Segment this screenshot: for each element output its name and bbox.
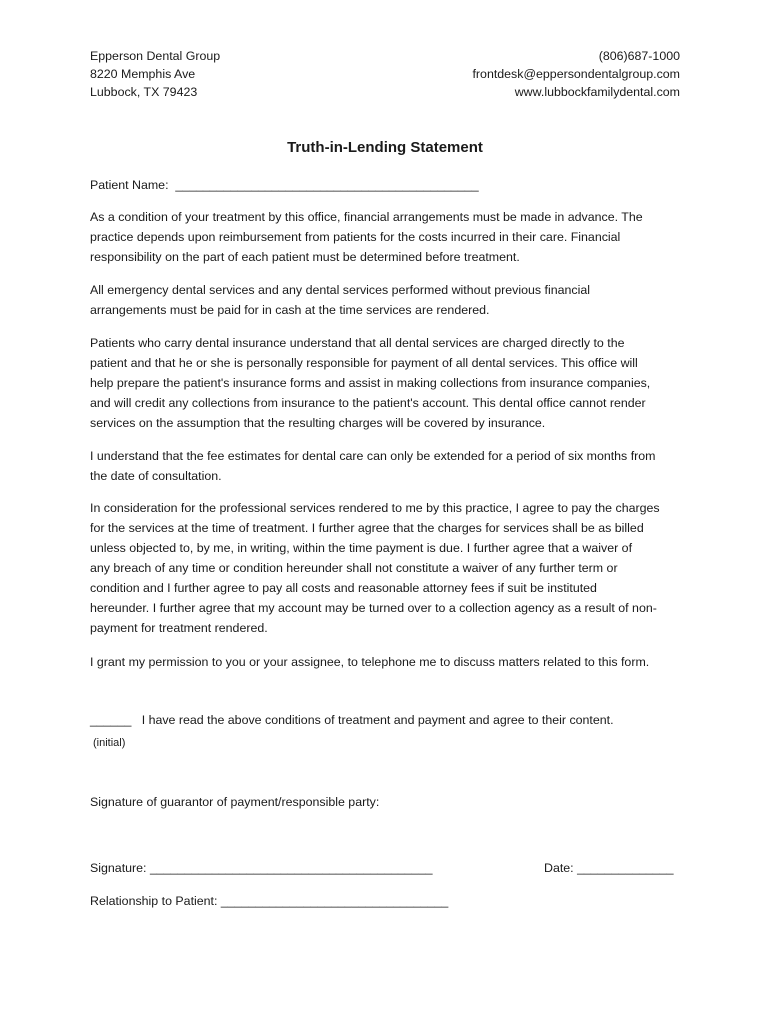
initial-acknowledgement-text: I have read the above conditions of treatment and payment and agree to their content. — [141, 713, 614, 727]
paragraph-telephone-permission — [90, 652, 690, 672]
paragraph-line: Patients who carry dental insurance understand that all dental services are charged directly to the — [90, 336, 625, 350]
paragraph-line: As a condition of your treatment by this office, financial arrangements must be made in advance. The — [90, 210, 643, 224]
date-label: Date: — [544, 861, 574, 875]
paragraph-line: condition and I further agree to pay all costs and reasonable attorney fees if suit be instituted — [90, 581, 597, 595]
paragraph-line: patient and that he or she is personally responsible for payment of all dental services. This office will — [90, 356, 638, 370]
paragraph-line: practice depends upon reimbursement from patients for the costs incurred in their care. Financial — [90, 230, 621, 244]
practice-name: Epperson Dental Group — [90, 49, 221, 63]
paragraph-advance-arrangements — [90, 207, 690, 267]
city-state-zip: Lubbock, TX 79423 — [90, 85, 198, 99]
paragraph-line: arrangements must be paid for in cash at the time services are rendered. — [90, 303, 490, 317]
relationship-field[interactable]: _________________________________ — [220, 894, 449, 908]
paragraph-emergency-services — [90, 280, 690, 320]
paragraph-line: for the services at the time of treatment. I further agree that the charges for services shall be as billed — [90, 521, 644, 535]
initial-caption: (initial) — [93, 737, 126, 749]
signature-field[interactable]: _________________________________________ — [149, 861, 433, 875]
relationship-row — [90, 891, 690, 911]
date-row — [544, 858, 684, 878]
relationship-label: Relationship to Patient: — [90, 894, 218, 908]
paragraph-fee-estimates — [90, 446, 690, 486]
phone-number: (806)687-1000 — [598, 49, 680, 63]
paragraph-line: help prepare the patient's insurance forms and assist in making collections from insurance companies, — [90, 376, 651, 390]
patient-name-label: Patient Name: — [90, 178, 169, 192]
paragraph-line: I understand that the fee estimates for dental care can only be extended for a period of six months from — [90, 449, 656, 463]
signature-label: Signature: — [90, 861, 147, 875]
signature-row — [90, 858, 490, 878]
date-field[interactable]: ______________ — [577, 861, 674, 875]
paragraph-line: payment for treatment rendered. — [90, 621, 268, 635]
website: www.lubbockfamilydental.com — [514, 85, 680, 99]
email-address: frontdesk@eppersondentalgroup.com — [472, 67, 680, 81]
initial-field[interactable]: ______ — [90, 713, 132, 727]
paragraph-line: hereunder. I further agree that my account may be turned over to a collection agency as a result of non- — [90, 601, 657, 615]
paragraph-line: any breach of any time or condition hereunder shall not constitute a waiver of any further term or — [90, 561, 618, 575]
initial-acknowledgement-row — [90, 710, 690, 730]
street-address: 8220 Memphis Ave — [90, 67, 196, 81]
paragraph-line: All emergency dental services and any dental services performed without previous financial — [90, 283, 591, 297]
paragraph-line: unless objected to, by me, in writing, within the time payment is due. I further agree that a waiver of — [90, 541, 633, 555]
paragraph-payment-agreement — [90, 498, 690, 638]
practice-address-block — [90, 47, 220, 101]
paragraph-insurance — [90, 333, 690, 433]
paragraph-line: responsibility on the part of each patient must be determined before treatment. — [90, 250, 520, 264]
paragraph-line: In consideration for the professional services rendered to me by this practice, I agree to pay the charges — [90, 501, 660, 515]
paragraph-line: the date of consultation. — [90, 469, 222, 483]
patient-name-row — [90, 175, 690, 195]
practice-contact-block — [472, 47, 680, 101]
document-title: Truth-in-Lending Statement — [287, 139, 483, 156]
paragraph-line: services on the assumption that the resulting charges will be covered by insurance. — [90, 416, 546, 430]
paragraph-line: I grant my permission to you or your assignee, to telephone me to discuss matters related to this form. — [90, 655, 650, 669]
guarantor-heading: Signature of guarantor of payment/responsible party: — [90, 795, 380, 809]
paragraph-line: and will credit any collections from insurance to the patient's account. This dental office cannot render — [90, 396, 646, 410]
patient-name-field[interactable]: ____________________________________________ — [175, 178, 479, 192]
